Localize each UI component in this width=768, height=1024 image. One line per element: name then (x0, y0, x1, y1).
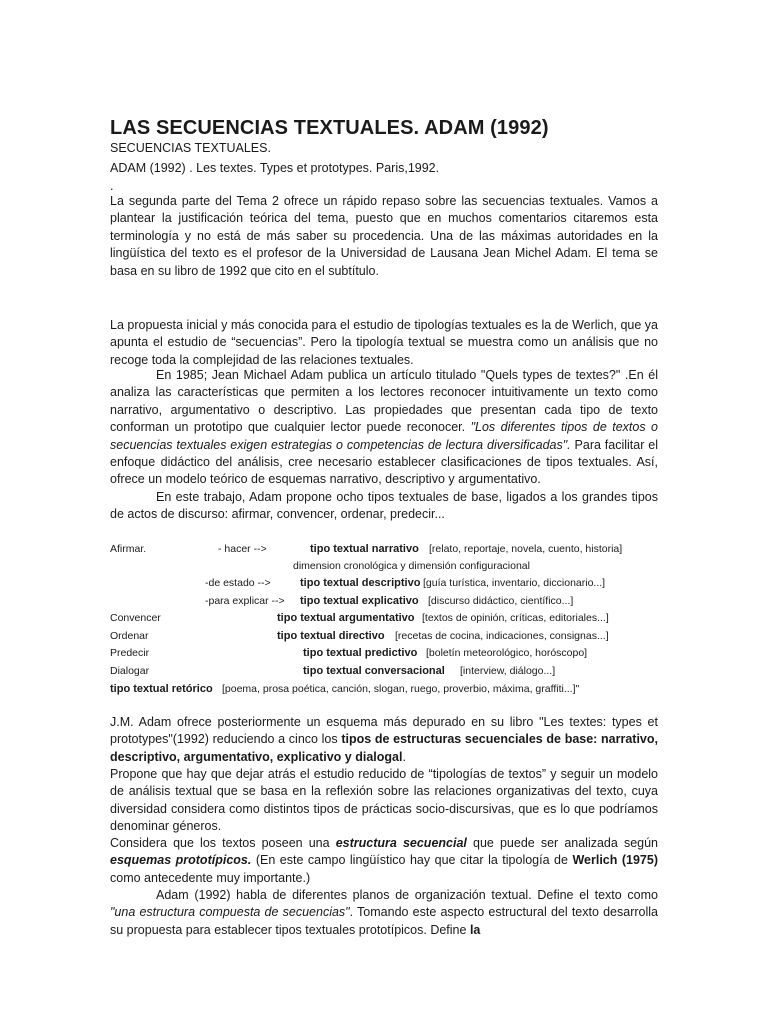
examples-retorico: [poema, prosa poética, canción, slogan, ruego, proverbio, máxima, graffiti...]" (222, 683, 580, 695)
type-retorico: tipo textual retórico (110, 683, 213, 695)
table-row-retorico (110, 681, 670, 697)
term-esquemas-prototipicos: esquemas prototípicos. (110, 853, 252, 868)
examples-narrativo: [relato, reportaje, novela, cuento, historia] (429, 543, 623, 555)
table-row-predecir (110, 645, 670, 661)
examples-directivo: [recetas de cocina, indicaciones, consignas...] (395, 630, 609, 642)
table-row-afirmar (110, 541, 670, 557)
examples-predictivo: [boletín meteorológico, horóscopo] (426, 647, 588, 659)
paragraph-planes (110, 887, 658, 939)
term-estructura-secuencial: estructura secuencial (335, 836, 467, 850)
document-reference: ADAM (1992) . Les textes. Types et prototypes. Paris,1992. (110, 161, 440, 175)
paragraph-eight-types (110, 489, 658, 524)
paragraph-intro: La segunda parte del Tema 2 ofrece un rápido repaso sobre las secuencias textuales. Vamos a plantear la justificación teórica del tema, puesto que en muchos comentarios citaremos esta terminología y no está de más saber su procedencia. Una de las máximas autoridades en la lingüística del texto es el profesor de la Universidad de Lausana Jean Michel Adam. El tema se basa en su libro de 1992 que cito en el subtítulo. (110, 194, 658, 278)
document-title: LAS SECUENCIAS TEXTUALES. ADAM (1992) (110, 117, 549, 139)
type-descriptivo: tipo textual descriptivo (300, 577, 421, 589)
paragraph-adam-1985-text: En 1985; Jean Michael Adam publica un artículo titulado "Quels types de textes?" .En él analiza las características que permiten a los lectores reconocer intuitivamente un texto como narrativo, argumentativo o descriptivo. Las propiedades que presentan cada tipo de texto conforman un prototipo que cualquier lector puede reconocer. (110, 368, 658, 435)
paragraph-five-types (110, 714, 658, 766)
label-dimension: dimension cronológica y dimensión configuracional (293, 560, 530, 572)
table-row-dialogar (110, 663, 670, 679)
examples-explicativo: [discurso didáctico, científico...] (428, 595, 574, 607)
separator-dot: . (110, 179, 114, 193)
type-directivo: tipo textual directivo (277, 630, 385, 642)
type-conversacional: tipo textual conversacional (303, 665, 445, 677)
paragraph-planes-text-2: . Tomando este aspecto estructural del texto desarrolla su propuesta para establecer tipos textuales prototípicos. Define (110, 905, 658, 937)
paragraph-five-types-text: J.M. Adam ofrece posteriormente un esquema más depurado en su libro "Les textes: types et prototypes"(1992) reduciendo a cinco los (110, 715, 658, 747)
paragraph-sequential-structure (110, 835, 658, 887)
paragraph-planes-text-1: Adam (1992) habla de diferentes planos de organización textual. Define el texto como (156, 888, 658, 902)
type-argumentativo: tipo textual argumentativo (277, 612, 415, 624)
table-row-ordenar (110, 628, 670, 644)
paragraph-seq-text-1: Considera que los textos poseen una (110, 836, 336, 850)
paragraph-genres: Propone que hay que dejar atrás el estudio reducido de “tipologías de textos” y seguir un modelo de análisis textual que se basa en la reflexión sobre las relaciones organizativas del texto, cuya diversidad considera como distintos tipos de prácticas socio-discursivas, que es lo que podríamos denominar géneros. (110, 767, 658, 834)
type-narrativo: tipo textual narrativo (310, 543, 419, 555)
term-werlich: Werlich (1975) (572, 853, 658, 868)
paragraph-eight-types-text: En este trabajo, Adam propone ocho tipos textuales de base, ligados a los grandes tipos de actos de discurso: afirmar, convencer, ordenar, predecir... (110, 490, 658, 522)
paragraph-adam-1985 (110, 367, 658, 489)
label-hacer: - hacer --> (218, 543, 267, 555)
table-row-explicar (110, 593, 670, 609)
label-afirmar: Afirmar. (110, 543, 147, 555)
type-explicativo: tipo textual explicativo (300, 595, 419, 607)
term-la: la (469, 922, 481, 937)
paragraph-seq-text-4: como antecedente muy importante.) (110, 870, 311, 885)
label-predecir: Predecir (110, 647, 150, 659)
label-dialogar: Dialogar (110, 665, 150, 677)
table-row-estado (110, 575, 670, 591)
label-explicar: -para explicar --> (205, 595, 285, 607)
label-ordenar: Ordenar (110, 630, 149, 642)
examples-conversacional: [interview, diálogo...] (460, 665, 556, 677)
quote-structure: "una estructura compuesta de secuencias" (110, 905, 350, 920)
label-convencer: Convencer (110, 612, 161, 624)
label-estado: -de estado --> (205, 577, 271, 589)
paragraph-werlich: La propuesta inicial y más conocida para el estudio de tipologías textuales es la de Werlich, que ya apunta el estudio de “secuencias”. Pero la tipología textual se muestra como un análisis que no recoge toda la complejidad de las relaciones textuales. (110, 318, 659, 367)
paragraph-adam-1985-end: Para facilitar el enfoque didáctico del análisis, cree necesario establecer clasificaciones de tipos textuales. Así, ofrece un modelo teórico de esquemas narrativo, descriptivo y argumentativo. (110, 437, 658, 487)
table-row-convencer (110, 610, 670, 626)
five-types-bold: tipos de estructuras secuenciales de base: narrativo, descriptivo, argumentativo, explicativo y dialogal (110, 732, 658, 764)
document-subtitle: SECUENCIAS TEXTUALES. (110, 141, 271, 155)
table-row-dimension (110, 558, 670, 574)
type-predictivo: tipo textual predictivo (303, 647, 418, 659)
paragraph-seq-text-2: que puede ser analizada según (466, 836, 658, 850)
paragraph-five-types-end: . (402, 749, 406, 764)
quote-strategies: "Los diferentes tipos de textos o secuencias textuales exigen estrategias o competencias de lectura diversificadas". (110, 420, 658, 452)
paragraph-seq-text-3: (En este campo lingüístico hay que citar la tipología de (251, 853, 573, 868)
examples-descriptivo: [guía turística, inventario, diccionario...] (423, 577, 606, 589)
examples-argumentativo: [textos de opinión, críticas, editoriales...] (422, 612, 609, 624)
